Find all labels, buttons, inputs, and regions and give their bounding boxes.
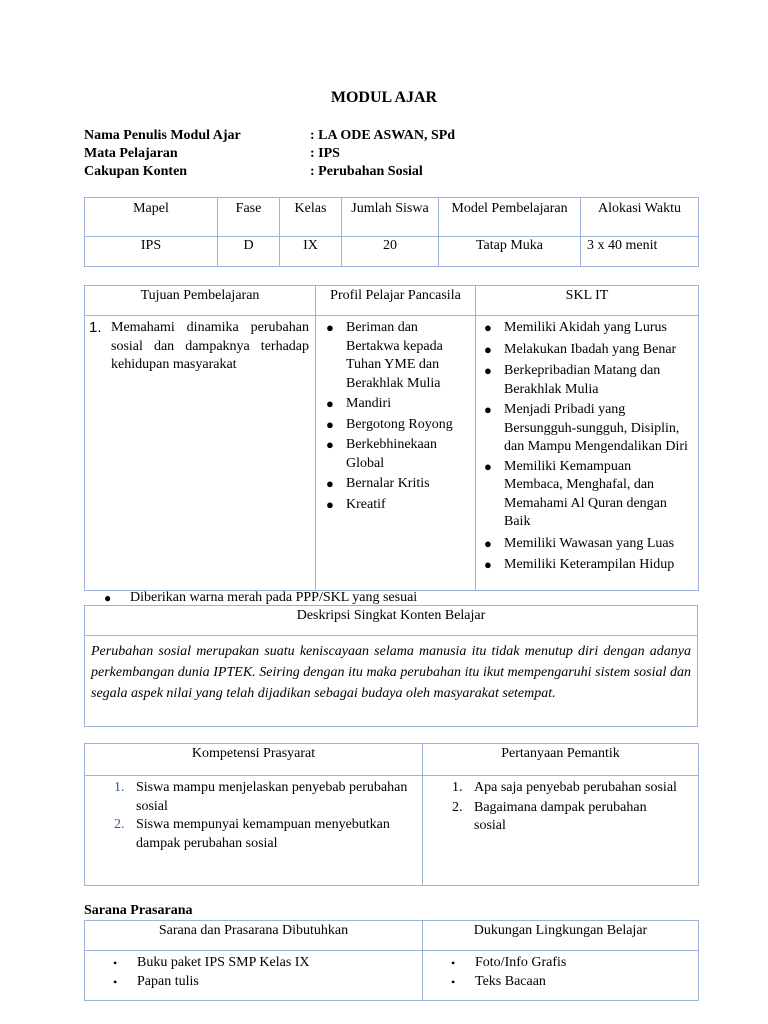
list-item xyxy=(326,496,469,515)
list-item xyxy=(113,954,422,973)
info-header: Kelas xyxy=(280,198,342,237)
info-value: 20 xyxy=(342,237,439,267)
profil-cell xyxy=(316,316,476,591)
list-text: Bernalar Kritis xyxy=(346,476,430,491)
info-header: Alokasi Waktu xyxy=(581,198,699,237)
list-item xyxy=(89,319,309,375)
kompetensi-table xyxy=(84,743,699,886)
list-text: Berkepribadian Matang dan Berakhlak Mulia xyxy=(504,363,661,397)
kompetensi-header: Pertanyaan Pemantik xyxy=(423,744,699,776)
list-text: Berkebhinekaan Global xyxy=(346,437,437,471)
list-item xyxy=(484,401,692,457)
info-value: D xyxy=(218,237,280,267)
identity-row xyxy=(84,127,455,145)
bullet-icon: • xyxy=(113,956,118,970)
list-item xyxy=(114,816,414,853)
identity-key: Mata Pelajaran xyxy=(84,146,178,161)
list-text: Memiliki Wawasan yang Luas xyxy=(504,535,675,551)
list-text: Memiliki Akidah yang Lurus xyxy=(504,320,667,335)
identity-value: : Perubahan Sosial xyxy=(310,164,423,179)
dibutuhkan-cell xyxy=(85,951,423,1001)
list-item xyxy=(451,954,698,973)
list-item xyxy=(326,475,469,494)
info-value: IPS xyxy=(85,237,218,267)
identity-row xyxy=(84,163,455,181)
dukungan-cell xyxy=(423,951,699,1001)
list-text: Beriman dan Bertakwa kepada Tuhan YME dan Berakhlak Mulia xyxy=(346,320,443,391)
list-number: 1. xyxy=(89,319,102,336)
list-text: Melakukan Ibadah yang Benar xyxy=(504,341,677,357)
list-number: 1. xyxy=(452,780,463,795)
identity-block xyxy=(84,127,455,181)
bullet-icon: ● xyxy=(326,437,334,452)
list-item xyxy=(484,556,692,575)
list-text: Buku paket IPS SMP Kelas IX xyxy=(137,955,310,970)
section-title: Sarana Prasarana xyxy=(84,903,193,918)
note xyxy=(104,590,417,606)
list-item xyxy=(326,436,469,473)
info-table xyxy=(84,197,699,267)
goals-header: Profil Pelajar Pancasila xyxy=(316,286,476,316)
bullet-icon: ● xyxy=(326,416,334,432)
identity-value: : LA ODE ASWAN, SPd xyxy=(310,128,456,143)
list-text: Siswa mampu menjelaskan penyebab perubahan sosial xyxy=(136,780,408,814)
note-text: Diberikan warna merah pada PPP/SKL yang sesuai xyxy=(130,590,418,605)
bullet-icon: • xyxy=(451,974,456,989)
list-item xyxy=(452,779,678,798)
goals-header: SKL IT xyxy=(476,286,699,316)
identity-key: Cakupan Konten xyxy=(84,164,188,179)
bullet-icon: ● xyxy=(104,591,112,605)
sarana-table xyxy=(84,920,699,1001)
info-header: Mapel xyxy=(85,198,218,237)
list-number: 1. xyxy=(114,780,125,795)
list-item xyxy=(326,319,469,393)
list-item xyxy=(326,395,469,414)
bullet-icon: ● xyxy=(326,320,334,335)
bullet-icon: ● xyxy=(484,557,492,572)
list-item xyxy=(113,973,422,992)
info-header: Jumlah Siswa xyxy=(342,198,439,237)
info-header: Model Pembelajaran xyxy=(439,198,581,237)
list-text: Memiliki Keterampilan Hidup xyxy=(504,557,675,572)
bullet-icon: ● xyxy=(484,341,492,357)
bullet-icon: ● xyxy=(484,402,492,417)
skl-cell xyxy=(476,316,699,591)
list-item xyxy=(484,458,692,532)
bullet-icon: ● xyxy=(484,535,492,551)
list-text: Apa saja penyebab perubahan sosial xyxy=(474,780,677,795)
list-number: 2. xyxy=(114,817,125,832)
identity-value: : IPS xyxy=(310,146,340,161)
bullet-icon: ● xyxy=(326,476,334,491)
list-item xyxy=(452,799,678,836)
list-item xyxy=(484,535,692,554)
info-value: 3 x 40 menit xyxy=(581,237,699,267)
list-text: Bergotong Royong xyxy=(346,416,453,432)
deskripsi-text: Perubahan sosial merupakan suatu keniscayaan selama manusia itu tidak menutup diri dengan adanya perkembangan dunia IPTEK. Seiring dengan itu maka perubahan itu ikut mempengaruhi sistem sosial dan segala aspek nilai yang telah dijadikan sebagai budaya oleh masyarakat setempat. xyxy=(85,636,698,727)
bullet-icon: ● xyxy=(484,458,492,474)
goals-table xyxy=(84,285,699,591)
sarana-header: Dukungan Lingkungan Belajar xyxy=(423,921,699,951)
list-text: Siswa mempunyai kemampuan menyebutkan dampak perubahan sosial xyxy=(136,817,390,851)
bullet-icon: • xyxy=(113,974,118,989)
list-item xyxy=(484,319,692,338)
list-number: 2. xyxy=(452,799,463,815)
deskripsi-table xyxy=(84,605,698,727)
list-item xyxy=(326,416,469,435)
goals-header: Tujuan Pembelajaran xyxy=(85,286,316,316)
deskripsi-header: Deskripsi Singkat Konten Belajar xyxy=(85,606,698,636)
list-item xyxy=(484,362,692,399)
list-text: Memahami dinamika perubahan sosial dan dampaknya terhadap kehidupan masyarakat xyxy=(111,320,309,372)
info-value: IX xyxy=(280,237,342,267)
info-value: Tatap Muka xyxy=(439,237,581,267)
sarana-header: Sarana dan Prasarana Dibutuhkan xyxy=(85,921,423,951)
bullet-icon: ● xyxy=(326,496,334,512)
list-text: Foto/Info Grafis xyxy=(475,955,567,970)
bullet-icon: ● xyxy=(326,396,334,411)
bullet-icon: • xyxy=(451,956,456,970)
kompetensi-cell xyxy=(85,776,423,886)
list-text: Bagaimana dampak perubahan sosial xyxy=(474,799,647,833)
list-item xyxy=(451,973,698,992)
list-text: Mandiri xyxy=(346,396,392,411)
list-text: Papan tulis xyxy=(137,973,199,989)
list-text: Menjadi Pribadi yang Bersungguh-sungguh, Disiplin, dan Mampu Mengendalikan Diri xyxy=(504,402,688,454)
kompetensi-header: Kompetensi Prasyarat xyxy=(85,744,423,776)
tujuan-cell xyxy=(85,316,316,591)
list-text: Teks Bacaan xyxy=(475,973,546,989)
pertanyaan-cell xyxy=(423,776,699,886)
bullet-icon: ● xyxy=(484,320,492,335)
document-title: MODUL AJAR xyxy=(330,89,438,106)
bullet-icon: ● xyxy=(484,363,492,378)
list-item xyxy=(114,779,414,816)
identity-row xyxy=(84,145,455,163)
list-item xyxy=(484,341,692,360)
identity-key: Nama Penulis Modul Ajar xyxy=(84,128,241,143)
list-text: Memiliki Kemampuan Membaca, Menghafal, dan Memahami Al Quran dengan Baik xyxy=(504,458,667,529)
info-header: Fase xyxy=(218,198,280,237)
list-text: Kreatif xyxy=(346,496,386,512)
